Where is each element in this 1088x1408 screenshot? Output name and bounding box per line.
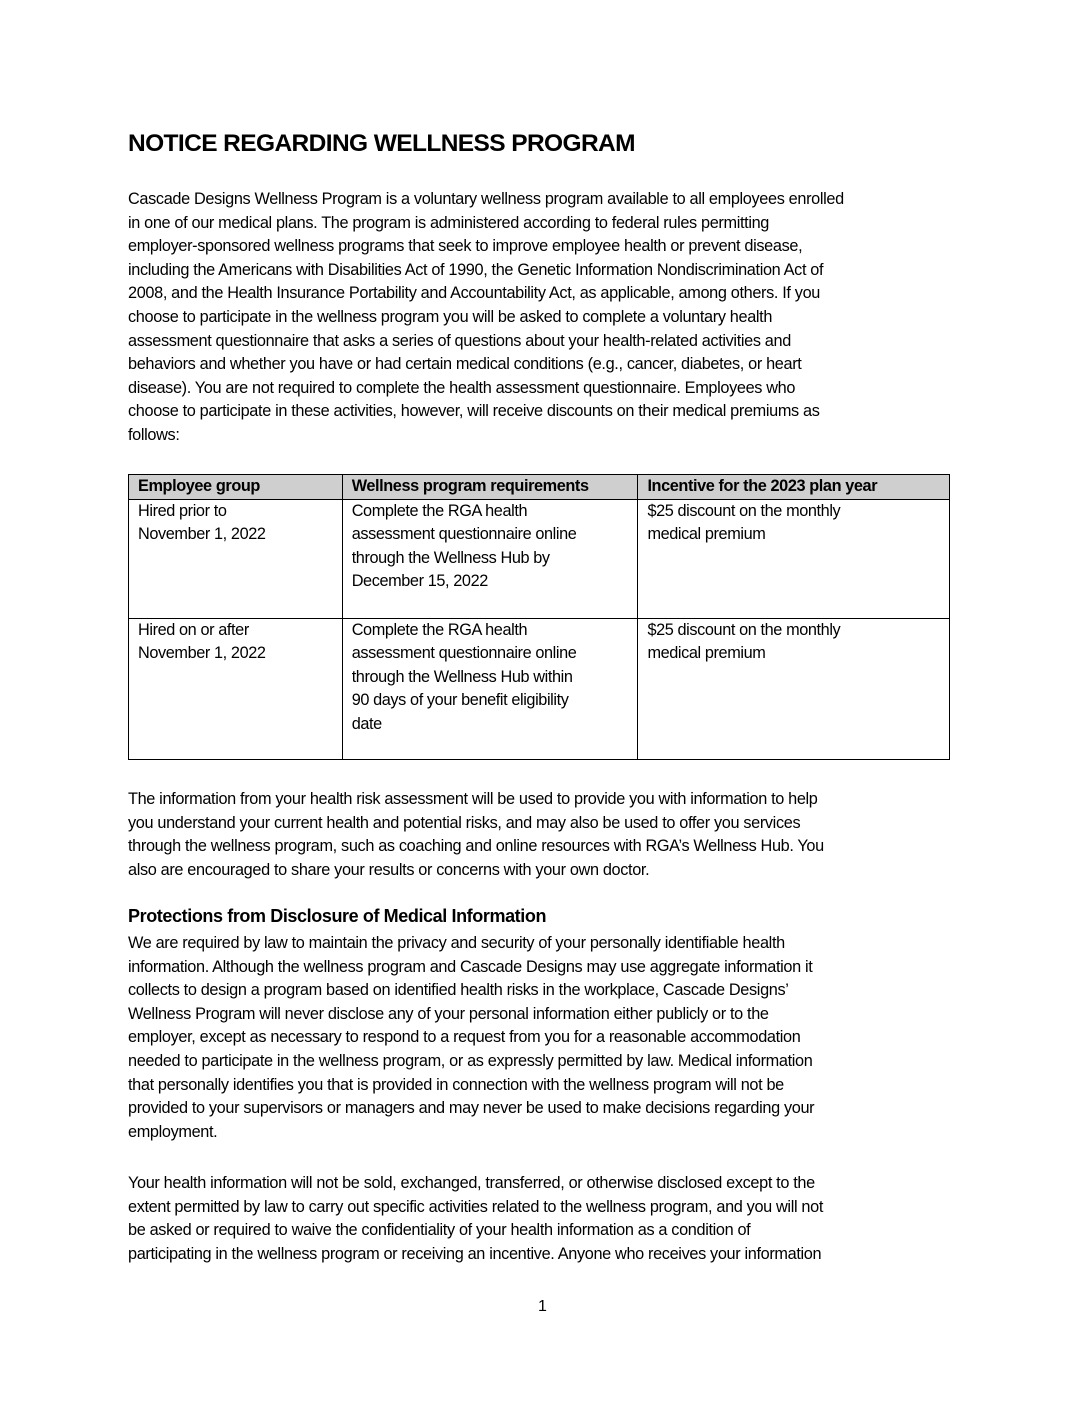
text-line: Your health information will not be sold, exchanged, transferred, or otherwise disclosed except to the (128, 1174, 815, 1192)
table-header-row (129, 475, 950, 500)
table-row (129, 499, 950, 618)
text-line: Wellness Program will never disclose any of your personal information either publicly or to the (128, 1004, 769, 1023)
text-line: through the wellness program, such as coaching and online resources with RGA’s Wellness Hub. You (128, 837, 824, 856)
cell-line: Complete the RGA health (351, 620, 528, 639)
text-line: 2008, and the Health Insurance Portability and Accountability Act, as applicable, among others. If you (128, 284, 820, 303)
cell-line: November 1, 2022 (138, 644, 266, 663)
cell-line: medical premium (647, 644, 766, 663)
text-line: provided to your supervisors or managers and may never be used to make decisions regarding your (128, 1099, 815, 1118)
text-line: Cascade Designs Wellness Program is a voluntary wellness program available to all employees enrolled (128, 190, 844, 208)
cell-line: $25 discount on the monthly (647, 501, 841, 520)
text-line: collects to design a program based on identified health risks in the workplace, Cascade Designs’ (128, 981, 789, 1000)
cell-line: medical premium (647, 525, 766, 544)
page-number: 1 (538, 1298, 547, 1315)
disclosure-paragraph (128, 1172, 952, 1266)
cell-line: date (351, 714, 382, 733)
cell-line: through the Wellness Hub by (351, 548, 550, 567)
cell-line: 90 days of your benefit eligibility (351, 691, 569, 710)
text-line: choose to participate in these activities, however, will receive discounts on their medical premiums as (128, 402, 820, 421)
text-line: employment. (128, 1122, 218, 1141)
cell-incentive (638, 499, 950, 618)
text-line: employer, except as necessary to respond to a request from you for a reasonable accommodation (128, 1028, 801, 1047)
cell-line: $25 discount on the monthly (647, 620, 841, 639)
cell-line: December 15, 2022 (351, 572, 488, 591)
header-incentive: Incentive for the 2023 plan year (638, 475, 950, 500)
cell-requirements (342, 618, 638, 759)
header-employee-group: Employee group (129, 475, 343, 500)
cell-incentive (638, 618, 950, 759)
text-line: you understand your current health and potential risks, and may also be used to offer you services (128, 813, 801, 832)
section-heading: Protections from Disclosure of Medical Information (128, 906, 547, 926)
text-line: including the Americans with Disabilities Act of 1990, the Genetic Information Nondiscrimination Act of (128, 260, 824, 279)
cell-line: Hired on or after (138, 620, 249, 639)
text-line: employer-sponsored wellness programs that seek to improve employee health or prevent disease, (128, 237, 803, 256)
text-line: needed to participate in the wellness program, or as expressly permitted by law. Medical information (128, 1051, 813, 1070)
cell-employee-group (129, 499, 343, 618)
text-line: assessment questionnaire that asks a series of questions about your health-related activities and (128, 331, 791, 350)
text-line: behaviors and whether you have or had certain medical conditions (e.g., cancer, diabetes, or heart (128, 355, 802, 374)
cell-line: assessment questionnaire online (351, 644, 577, 663)
text-line: follows: (128, 425, 180, 444)
header-requirements: Wellness program requirements (342, 475, 638, 500)
intro-paragraph (128, 188, 952, 448)
text-line: that personally identifies you that is provided in connection with the wellness program will not be (128, 1075, 784, 1094)
page-title: NOTICE REGARDING WELLNESS PROGRAM (128, 130, 635, 157)
cell-employee-group (129, 618, 343, 759)
cell-line: through the Wellness Hub within (351, 667, 573, 686)
incentive-table (128, 474, 950, 760)
text-line: be asked or required to waive the confidentiality of your health information as a condition of (128, 1221, 751, 1240)
info-paragraph (128, 788, 952, 882)
text-line: participating in the wellness program or receiving an incentive. Anyone who receives your information (128, 1244, 822, 1263)
text-line: in one of our medical plans. The program is administered according to federal rules permitting (128, 213, 770, 232)
text-line: information. Although the wellness program and Cascade Designs may use aggregate information it (128, 957, 813, 976)
text-line: The information from your health risk assessment will be used to provide you with information to help (128, 790, 818, 808)
cell-line: November 1, 2022 (138, 525, 266, 544)
cell-line: Complete the RGA health (351, 501, 528, 520)
text-line: We are required by law to maintain the privacy and security of your personally identifiable health (128, 934, 785, 952)
table-row (129, 618, 950, 759)
text-line: extent permitted by law to carry out specific activities related to the wellness program, and you will not (128, 1197, 823, 1216)
cell-requirements (342, 499, 638, 618)
text-line: choose to participate in the wellness program you will be asked to complete a voluntary health (128, 307, 773, 326)
privacy-paragraph (128, 932, 952, 1144)
text-line: also are encouraged to share your results or concerns with your own doctor. (128, 860, 650, 879)
text-line: disease). You are not required to complete the health assessment questionnaire. Employees who (128, 378, 796, 397)
cell-line: assessment questionnaire online (351, 525, 577, 544)
cell-line: Hired prior to (138, 501, 227, 520)
